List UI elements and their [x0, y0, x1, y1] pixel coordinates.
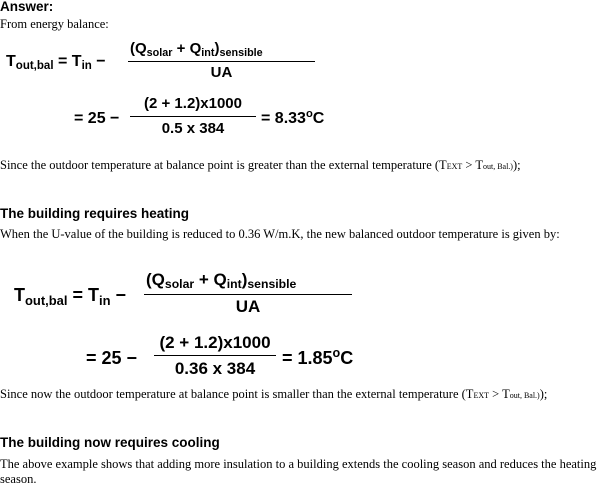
equation-numerator: $(Q_{solar} + Q_{int})_{sensible}$: [130, 40, 263, 60]
fraction-bar: [130, 116, 256, 117]
calc-result: = $8.33^oC$: [261, 107, 325, 127]
fraction-bar: [154, 355, 276, 356]
intro-text: From energy balance:: [0, 17, 109, 31]
paragraph-conclusion: The above example shows that adding more insulation to a building extends the cooling season and reduces the heating season.: [0, 457, 597, 486]
equation-calculation: [0, 92, 340, 144]
equation-lhs: $T_{out,bal} = T_{in}$ −: [14, 285, 127, 308]
paragraph-balance-comparison: Since the outdoor temperature at balance point is greater than the external temperature (TEXT > Tout, Bal.));: [0, 158, 521, 172]
paragraph-new-comparison: Since now the outdoor temperature at balance point is smaller than the external temperature (TEXT > Tout, Bal.));: [0, 387, 548, 401]
heading-requires-heating: The building requires heating: [0, 206, 190, 221]
calc-denominator: 0.36 x 384: [174, 359, 256, 378]
calc-numerator: (2 + 1.2)x1000: [144, 95, 242, 112]
calc-prefix: = 25 −: [74, 110, 120, 127]
calc-prefix: = 25 −: [86, 348, 138, 368]
calc-result: = $1.85^oC$: [282, 346, 354, 368]
calc-denominator: 0.5 x 384: [161, 120, 225, 137]
equation-calculation-new: [0, 330, 370, 386]
equation-numerator: $(Q_{solar} + Q_{int})_{sensible}$: [146, 270, 297, 292]
equation-balance-point-new: [0, 268, 360, 324]
equation-lhs: $T_{out,bal} = T_{in}$ −: [6, 53, 106, 73]
heading-requires-cooling: The building now requires cooling: [0, 435, 220, 450]
equation-denominator: UA: [210, 64, 233, 81]
paragraph-u-value: When the U-value of the building is reduced to 0.36 W/m.K, the new balanced outdoor temperature is given by:: [0, 227, 560, 241]
equation-balance-point: [0, 38, 330, 88]
answer-heading: Answer:: [0, 0, 54, 14]
calc-numerator: (2 + 1.2)x1000: [159, 333, 271, 352]
fraction-bar: [144, 294, 352, 295]
fraction-bar: [128, 61, 315, 62]
equation-denominator: UA: [235, 297, 261, 316]
